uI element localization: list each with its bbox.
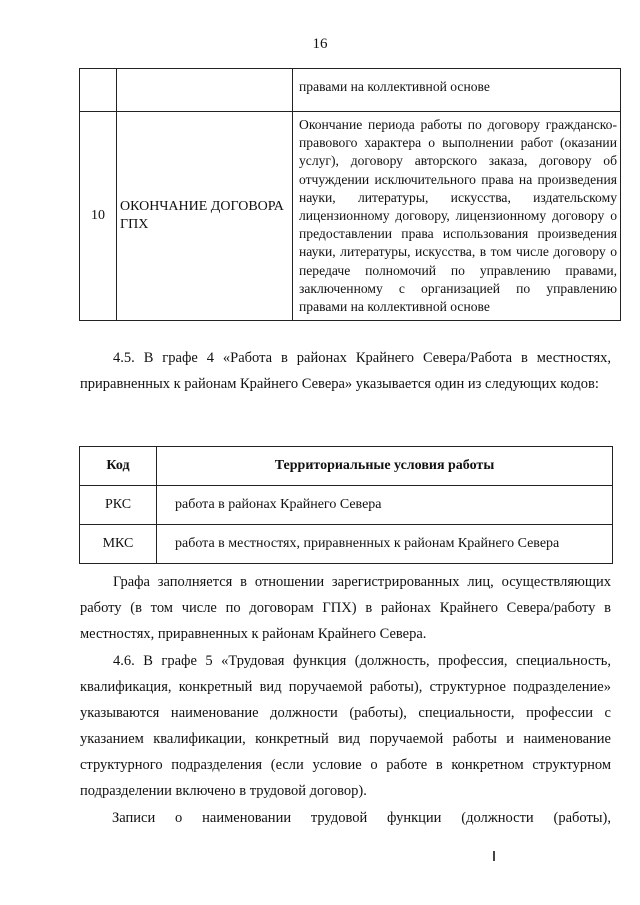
header-conditions: Территориальные условия работы [157,447,613,486]
section-4-6-text: 4.6. В графе 5 «Трудовая функция (должность, профессия, специальность, квалификация, конкретный вид поручаемой работы), структурное подразделение» указываются наименование должности (работы), специальности, профессии с указанием квалификации, конкретный вид поручаемой работы и наименование структурного подразделения (если условие о работе в конкретном структурном подразделении включено в трудовой договор). [80,653,611,799]
territorial-conditions-table [79,446,613,564]
section-4-5-note: Графа заполняется в отношении зарегистрированных лиц, осуществляющих работу (в том числе по договорам ГПХ) в районах Крайнего Севера/работу в местностях, приравненных к районам Крайнего Севера. [80,574,611,642]
row-description-cell: правами на коллективной основе [293,69,621,112]
section-4-6-next-line: Записи о наименовании трудовой функции (должности (работы), [112,810,611,826]
row-description-cell: Окончание периода работы по договору гражданско-правового характера о выполнении работ (оказании услуг), договору авторского заказа, договору об отчуждении исключительного права на произведения науки, литературы, искусства, издательскому лицензионному договору, лицензионному договору о предоставлении права использования произведения науки, литературы, искусства, в том числе договору о передаче полномочий по управлению правами, заключенному с организацией по управлению правами на коллективной основе [293,112,621,321]
page-number: 16 [312,36,328,52]
code-cell: РКС [80,486,157,525]
scan-mark [493,851,495,861]
codes-table-continuation [79,68,621,321]
condition-cell: работа в местностях, приравненных к районам Крайнего Севера [157,525,613,564]
table-row [80,486,613,525]
code-cell: МКС [80,525,157,564]
row-name-cell: ОКОНЧАНИЕ ДОГОВОРА ГПХ [117,112,293,321]
condition-cell: работа в районах Крайнего Севера [157,486,613,525]
table-row [80,112,621,321]
row-number-cell: 10 [80,112,117,321]
header-code: Код [80,447,157,486]
row-number-cell [80,69,117,112]
row-name-cell [117,69,293,112]
table-row [80,525,613,564]
table-header-row [80,447,613,486]
section-4-5-intro: 4.5. В графе 4 «Работа в районах Крайнего Севера/Работа в местностях, приравненных к районам Крайнего Севера» указывается один из следующих кодов: [80,350,611,392]
table-row [80,69,621,112]
